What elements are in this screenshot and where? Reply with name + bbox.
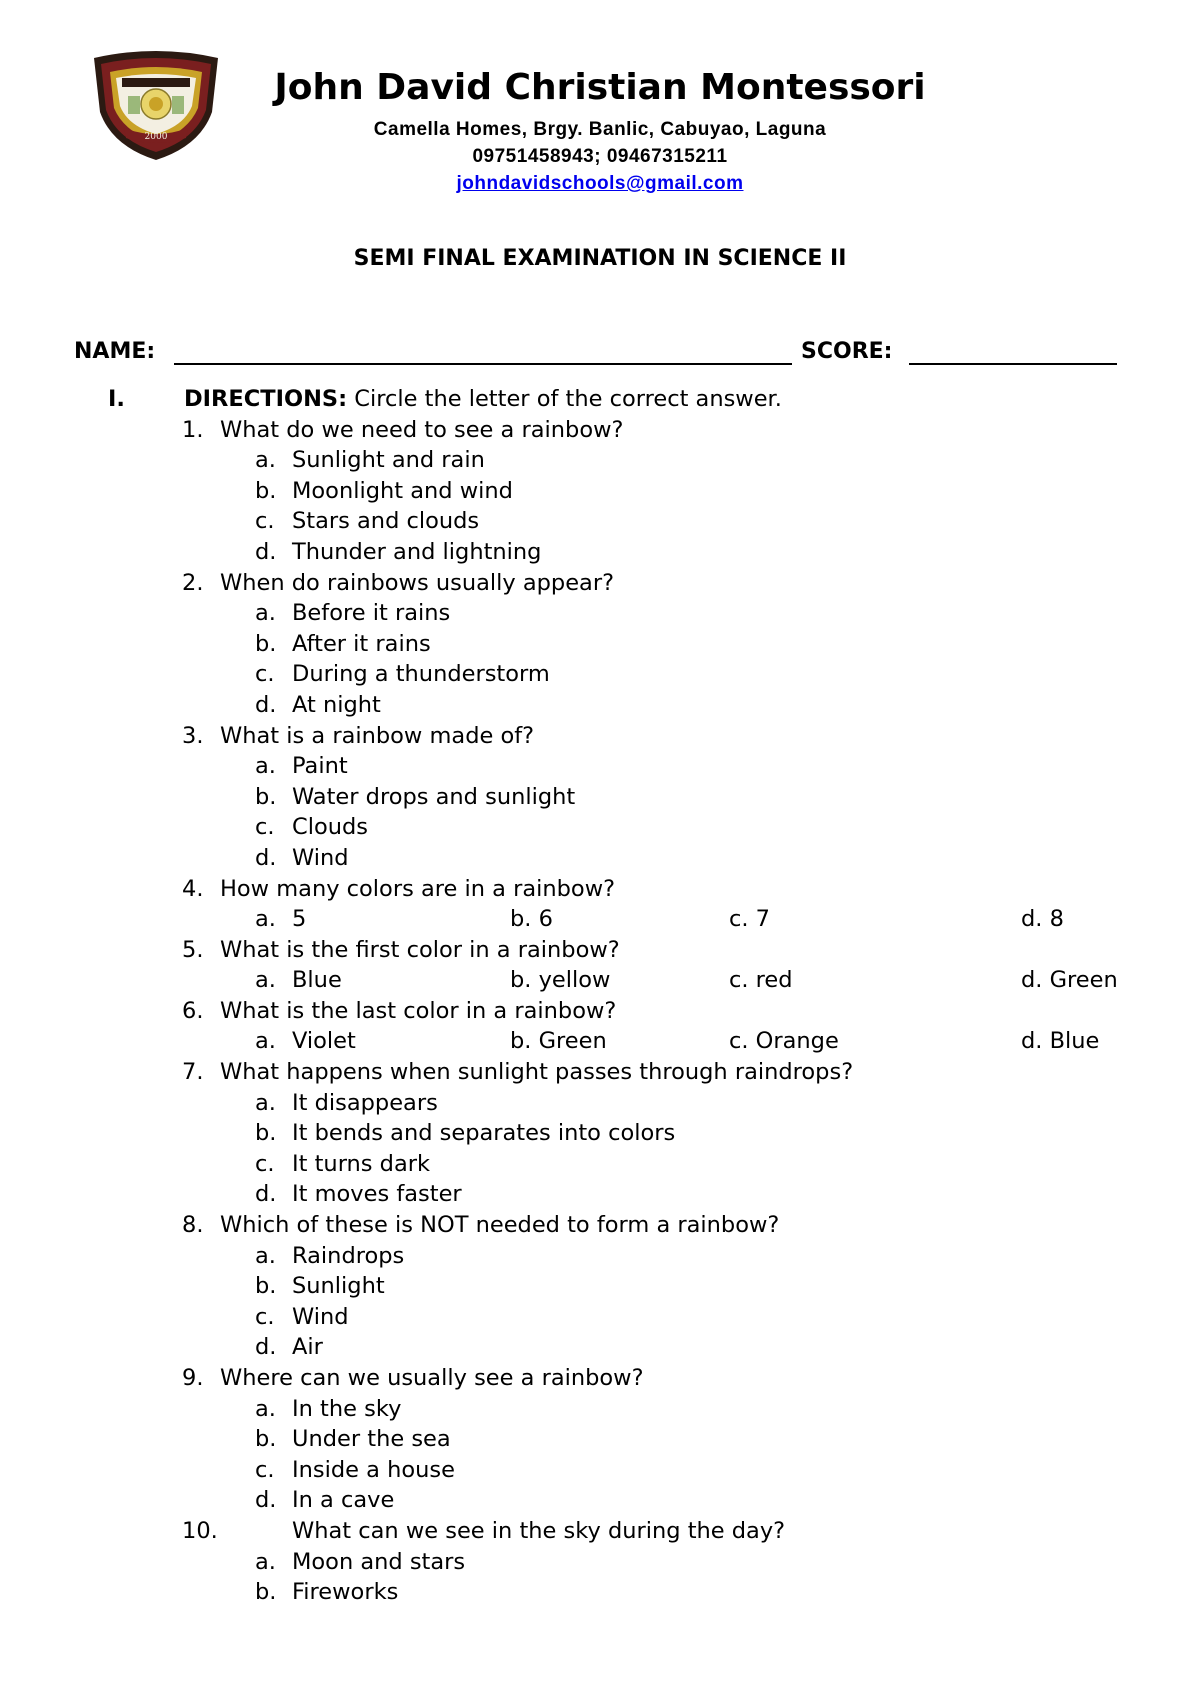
- answer-option[interactable]: [0, 1547, 1200, 1578]
- option-d[interactable]: d. 8: [1021, 906, 1064, 933]
- option-b[interactable]: b. yellow: [510, 967, 611, 994]
- option-letter[interactable]: d.: [255, 1487, 277, 1514]
- option-letter[interactable]: a.: [255, 1548, 276, 1575]
- option-text: Wind: [292, 844, 349, 871]
- option-letter[interactable]: a.: [255, 1089, 276, 1116]
- question-text: Where can we usually see a rainbow?: [220, 1365, 644, 1391]
- option-text: Fireworks: [292, 1579, 399, 1606]
- question-row: [0, 568, 1200, 599]
- question-section: [0, 384, 1200, 1608]
- option-letter[interactable]: a.: [255, 600, 276, 627]
- option-text: It bends and separates into colors: [292, 1120, 676, 1147]
- question-text: What happens when sunlight passes through raindrops?: [220, 1059, 854, 1086]
- question-row: [0, 1210, 1200, 1241]
- answer-option[interactable]: [0, 629, 1200, 660]
- directions: [184, 384, 782, 415]
- option-text: Raindrops: [292, 1242, 405, 1269]
- question-row: [0, 1516, 1200, 1547]
- option-text: Wind: [292, 1303, 349, 1330]
- question-text: What is the first color in a rainbow?: [220, 936, 620, 963]
- answer-option[interactable]: [0, 1424, 1200, 1455]
- answer-option[interactable]: [0, 506, 1200, 537]
- option-text: During a thunderstorm: [292, 661, 550, 688]
- option-letter[interactable]: b.: [255, 630, 277, 657]
- option-letter[interactable]: d.: [255, 1181, 277, 1208]
- question-text: Which of these is NOT needed to form a rainbow?: [220, 1212, 780, 1239]
- answer-option[interactable]: [0, 1455, 1200, 1486]
- option-text: It turns dark: [292, 1150, 431, 1177]
- option-d[interactable]: d. Green: [1021, 967, 1118, 994]
- answer-option[interactable]: [0, 843, 1200, 874]
- option-letter[interactable]: c.: [255, 1456, 275, 1483]
- question-text: What is the last color in a rainbow?: [220, 997, 617, 1024]
- option-a-text: 5: [292, 906, 307, 933]
- option-letter[interactable]: a.: [255, 1242, 276, 1269]
- school-address: Camella Homes, Brgy. Banlic, Cabuyao, Laguna: [373, 119, 827, 140]
- option-letter[interactable]: d.: [255, 1334, 277, 1361]
- question-row: [0, 996, 1200, 1027]
- question-row: [0, 721, 1200, 752]
- option-text: Before it rains: [292, 600, 451, 627]
- answer-option[interactable]: [0, 1271, 1200, 1302]
- question-text: How many colors are in a rainbow?: [220, 875, 616, 902]
- name-blank-line[interactable]: [174, 363, 792, 365]
- logo-year: 2000: [144, 132, 168, 142]
- answer-option[interactable]: [0, 690, 1200, 721]
- option-letter[interactable]: d.: [255, 691, 277, 718]
- question-row: [0, 1363, 1200, 1394]
- question-text: What can we see in the sky during the day?: [292, 1517, 786, 1544]
- option-letter[interactable]: a.: [255, 447, 276, 474]
- option-text: It disappears: [292, 1089, 438, 1116]
- score-blank-line[interactable]: [909, 363, 1117, 365]
- school-name: John David Christian Montessori: [274, 67, 926, 108]
- option-text: It moves faster: [292, 1181, 462, 1208]
- option-text: Air: [292, 1334, 323, 1361]
- option-text: Stars and clouds: [292, 508, 480, 535]
- option-text: Sunlight: [292, 1273, 385, 1300]
- inline-options-row: [0, 965, 1200, 996]
- option-text: In the sky: [292, 1395, 402, 1422]
- answer-option[interactable]: [0, 782, 1200, 813]
- answer-option[interactable]: [0, 1332, 1200, 1363]
- option-letter[interactable]: b.: [255, 1120, 277, 1147]
- option-letter[interactable]: c.: [255, 814, 275, 841]
- answer-option[interactable]: [0, 1118, 1200, 1149]
- option-text: At night: [292, 691, 381, 718]
- option-letter[interactable]: c.: [255, 661, 275, 688]
- answer-option[interactable]: [0, 1577, 1200, 1608]
- question-row: [0, 415, 1200, 446]
- question-number: 4.: [182, 875, 204, 902]
- option-a-text: Blue: [292, 967, 342, 994]
- school-phones: 09751458943; 09467315211: [472, 146, 728, 167]
- option-letter[interactable]: b.: [255, 1426, 277, 1453]
- option-letter[interactable]: b.: [255, 477, 277, 504]
- question-number: 7.: [182, 1059, 204, 1086]
- answer-option[interactable]: [0, 1149, 1200, 1180]
- directions-row: [0, 384, 1200, 415]
- inline-options-row: [0, 904, 1200, 935]
- question-text: When do rainbows usually appear?: [220, 569, 615, 596]
- answer-option[interactable]: [0, 1394, 1200, 1425]
- option-text: Inside a house: [292, 1456, 455, 1483]
- option-letter[interactable]: c.: [255, 508, 275, 535]
- option-text: Thunder and lightning: [292, 538, 542, 565]
- option-letter[interactable]: d.: [255, 844, 277, 871]
- option-letter[interactable]: c.: [255, 1303, 275, 1330]
- question-number: 10.: [182, 1517, 218, 1544]
- option-text: After it rains: [292, 630, 431, 657]
- question-number: 2.: [182, 569, 204, 596]
- section-roman-numeral: I.: [108, 386, 125, 412]
- answer-option[interactable]: [0, 1485, 1200, 1516]
- answer-option[interactable]: [0, 476, 1200, 507]
- question-row: [0, 1057, 1200, 1088]
- name-label: NAME:: [74, 339, 156, 364]
- option-a-letter[interactable]: a.: [255, 967, 276, 994]
- option-c[interactable]: c. Orange: [729, 1028, 839, 1055]
- answer-option[interactable]: [0, 537, 1200, 568]
- answer-option[interactable]: [0, 812, 1200, 843]
- answer-option[interactable]: [0, 1088, 1200, 1119]
- answer-option[interactable]: [0, 1179, 1200, 1210]
- option-letter[interactable]: d.: [255, 538, 277, 565]
- score-label: SCORE:: [801, 339, 893, 364]
- option-d[interactable]: d. Blue: [1021, 1028, 1100, 1055]
- option-text: Moonlight and wind: [292, 477, 513, 504]
- answer-option[interactable]: [0, 751, 1200, 782]
- option-a-letter[interactable]: a.: [255, 906, 276, 933]
- option-text: Clouds: [292, 814, 368, 841]
- question-row: [0, 935, 1200, 966]
- option-a-letter[interactable]: a.: [255, 1028, 276, 1055]
- question-list: [0, 415, 1200, 1608]
- option-text: Under the sea: [292, 1426, 451, 1453]
- exam-title: SEMI FINAL EXAMINATION IN SCIENCE II: [353, 246, 847, 271]
- option-letter[interactable]: b.: [255, 1273, 277, 1300]
- question-text: What do we need to see a rainbow?: [220, 416, 624, 443]
- question-number: 5.: [182, 936, 204, 963]
- answer-option[interactable]: [0, 1241, 1200, 1272]
- option-letter[interactable]: a.: [255, 1395, 276, 1422]
- inline-options-row: [0, 1026, 1200, 1057]
- directions-label: DIRECTIONS:: [184, 386, 348, 412]
- option-letter[interactable]: b.: [255, 783, 277, 810]
- option-text: Moon and stars: [292, 1548, 466, 1575]
- question-text: What is a rainbow made of?: [220, 722, 535, 749]
- answer-option[interactable]: [0, 598, 1200, 629]
- option-letter[interactable]: b.: [255, 1579, 277, 1606]
- option-text: Sunlight and rain: [292, 447, 485, 474]
- directions-text: Circle the letter of the correct answer.: [347, 386, 782, 412]
- answer-option[interactable]: [0, 659, 1200, 690]
- option-c[interactable]: c. red: [729, 967, 793, 994]
- option-b[interactable]: b. 6: [510, 906, 553, 933]
- answer-option[interactable]: [0, 1302, 1200, 1333]
- question-number: 8.: [182, 1212, 204, 1239]
- option-text: Paint: [292, 753, 348, 780]
- answer-option[interactable]: [0, 445, 1200, 476]
- question-number: 6.: [182, 997, 204, 1024]
- school-email-link[interactable]: johndavidschools@gmail.com: [456, 173, 744, 194]
- option-b[interactable]: b. Green: [510, 1028, 607, 1055]
- option-a-text: Violet: [292, 1028, 356, 1055]
- question-number: 1.: [182, 416, 204, 443]
- question-number: 9.: [182, 1365, 204, 1391]
- option-text: In a cave: [292, 1487, 395, 1514]
- option-text: Water drops and sunlight: [292, 783, 576, 810]
- option-c[interactable]: c. 7: [729, 906, 770, 933]
- question-row: [0, 874, 1200, 905]
- option-letter[interactable]: a.: [255, 753, 276, 780]
- question-number: 3.: [182, 722, 204, 749]
- option-letter[interactable]: c.: [255, 1150, 275, 1177]
